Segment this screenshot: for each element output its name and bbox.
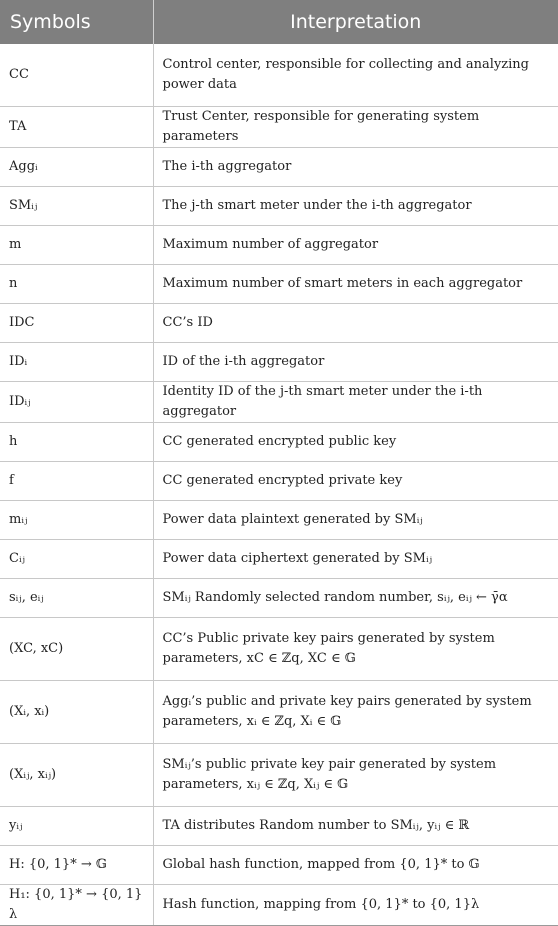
symbol-cell: IDC [0,304,153,343]
symbol-cell: Cᵢⱼ [0,540,153,579]
interpretation-cell: Identity ID of the j-th smart meter under the i-th aggregator [153,382,558,423]
table-row [0,423,558,462]
symbol-cell: (XC, xC) [0,618,153,681]
symbol-cell: TA [0,107,153,148]
interpretation-cell: Trust Center, responsible for generating system parameters [153,107,558,148]
table-row [0,744,558,807]
symbol-cell: yᵢⱼ [0,807,153,846]
table-row [0,148,558,187]
table-row [0,846,558,885]
interpretation-cell: CC generated encrypted private key [153,462,558,501]
symbol-cell: (Xᵢⱼ, xᵢⱼ) [0,744,153,807]
interpretation-cell: SMᵢⱼ’s public private key pair generated by system parameters, xᵢⱼ ∈ ℤq, Xᵢⱼ ∈ 𝔾 [153,744,558,807]
symbol-cell: h [0,423,153,462]
interpretation-cell: CC generated encrypted public key [153,423,558,462]
interpretation-cell: CC’s ID [153,304,558,343]
interpretation-cell: ID of the i-th aggregator [153,343,558,382]
table-row [0,462,558,501]
interpretation-cell: The j-th smart meter under the i-th aggregator [153,187,558,226]
symbol-cell: IDᵢⱼ [0,382,153,423]
interpretation-cell: Power data plaintext generated by SMᵢⱼ [153,501,558,540]
header-interpretation: Interpretation [153,0,558,44]
interpretation-cell: Aggᵢ’s public and private key pairs generated by system parameters, xᵢ ∈ ℤq, Xᵢ ∈ 𝔾 [153,681,558,744]
table-row [0,44,558,107]
table-row [0,807,558,846]
interpretation-cell: Control center, responsible for collecting and analyzing power data [153,44,558,107]
table-row [0,885,558,926]
symbol-cell: f [0,462,153,501]
header-row [0,0,558,44]
symbol-cell: CC [0,44,153,107]
table-row [0,304,558,343]
interpretation-cell: TA distributes Random number to SMᵢⱼ, yᵢⱼ ∈ ℝ [153,807,558,846]
table-row [0,382,558,423]
interpretation-cell: Hash function, mapping from {0, 1}* to {0, 1}λ [153,885,558,926]
table-row [0,579,558,618]
symbol-cell: n [0,265,153,304]
interpretation-cell: Maximum number of aggregator [153,226,558,265]
symbol-cell: m [0,226,153,265]
interpretation-cell: The i-th aggregator [153,148,558,187]
symbol-cell: IDᵢ [0,343,153,382]
symbol-cell: mᵢⱼ [0,501,153,540]
interpretation-cell: Maximum number of smart meters in each aggregator [153,265,558,304]
header-symbols: Symbols [0,0,153,44]
symbol-cell: SMᵢⱼ [0,187,153,226]
interpretation-cell: Power data ciphertext generated by SMᵢⱼ [153,540,558,579]
table-row [0,265,558,304]
table-row [0,187,558,226]
symbol-cell: Aggᵢ [0,148,153,187]
table-row [0,226,558,265]
interpretation-cell: CC’s Public private key pairs generated by system parameters, xC ∈ ℤq, XC ∈ 𝔾 [153,618,558,681]
table-row [0,618,558,681]
symbol-cell: H: {0, 1}* → 𝔾 [0,846,153,885]
table-row [0,343,558,382]
symbol-cell: (Xᵢ, xᵢ) [0,681,153,744]
symbol-cell: sᵢⱼ, eᵢⱼ [0,579,153,618]
table-row [0,681,558,744]
interpretation-cell: SMᵢⱼ Randomly selected random number, sᵢⱼ, eᵢⱼ ← γ̄α [153,579,558,618]
table-row [0,107,558,148]
table-row [0,501,558,540]
symbol-cell: H₁: {0, 1}* → {0, 1}λ [0,885,153,926]
table-row [0,540,558,579]
interpretation-cell: Global hash function, mapped from {0, 1}* to 𝔾 [153,846,558,885]
